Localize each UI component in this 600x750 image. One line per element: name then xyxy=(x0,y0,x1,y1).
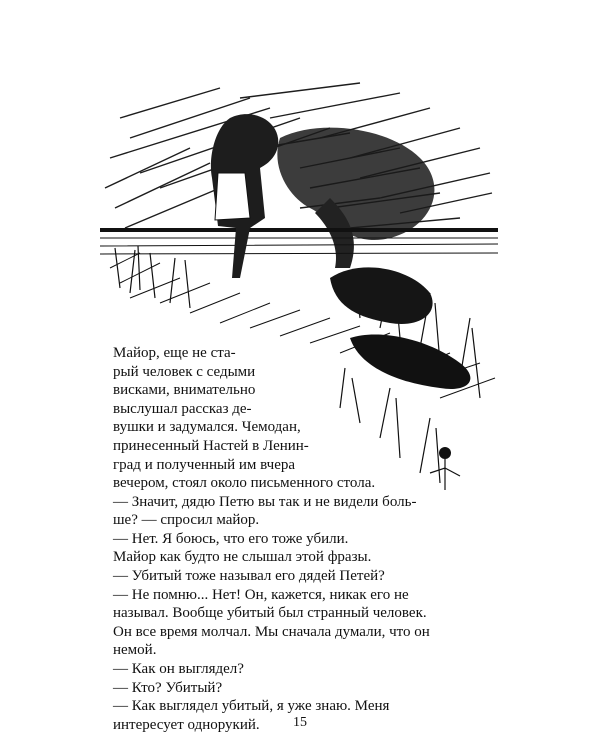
text-line: рый человек с седыми xyxy=(113,363,256,380)
text-line: — Нет. Я боюсь, что его тоже убили. xyxy=(113,530,349,547)
wrapped-paragraph xyxy=(113,344,328,474)
text-line: выслушал рассказ де- xyxy=(113,400,252,417)
text-line: немой. xyxy=(113,642,157,659)
text-line: Майор, еще не ста- xyxy=(113,345,236,361)
text-line: — Как выглядел убитый, я уже знаю. Меня xyxy=(113,698,390,715)
text-line: — Не помню... Нет! Он, кажется, никак его не xyxy=(113,586,409,603)
text-line: — Кто? Убитый? xyxy=(113,679,223,696)
text-line: висками, внимательно xyxy=(113,382,256,399)
text-line: град и полученный им вчера xyxy=(113,456,296,473)
text-line: — Значит, дядю Петю вы так и не видели боль- xyxy=(113,493,417,510)
text-line: вечером, стоял около письменного стола. xyxy=(113,475,376,491)
text-line: называл. Вообще убитый был странный человек. xyxy=(113,605,427,622)
text-line: ше? — спросил майор. xyxy=(113,512,260,529)
text-line: принесенный Настей в Ленин- xyxy=(113,437,309,454)
text-line: интересует однорукий. xyxy=(113,716,260,733)
text-line: вушки и задумался. Чемодан, xyxy=(113,419,301,436)
text-line: Он все время молчал. Мы сначала думали, что он xyxy=(113,623,430,640)
text-line: — Как он выглядел? xyxy=(113,660,244,677)
page-number: 15 xyxy=(293,715,307,730)
text-line: Майор как будто не слышал этой фразы. xyxy=(113,549,372,566)
text-line: — Убитый тоже называл его дядей Петей? xyxy=(113,567,385,584)
body-text xyxy=(113,474,503,734)
